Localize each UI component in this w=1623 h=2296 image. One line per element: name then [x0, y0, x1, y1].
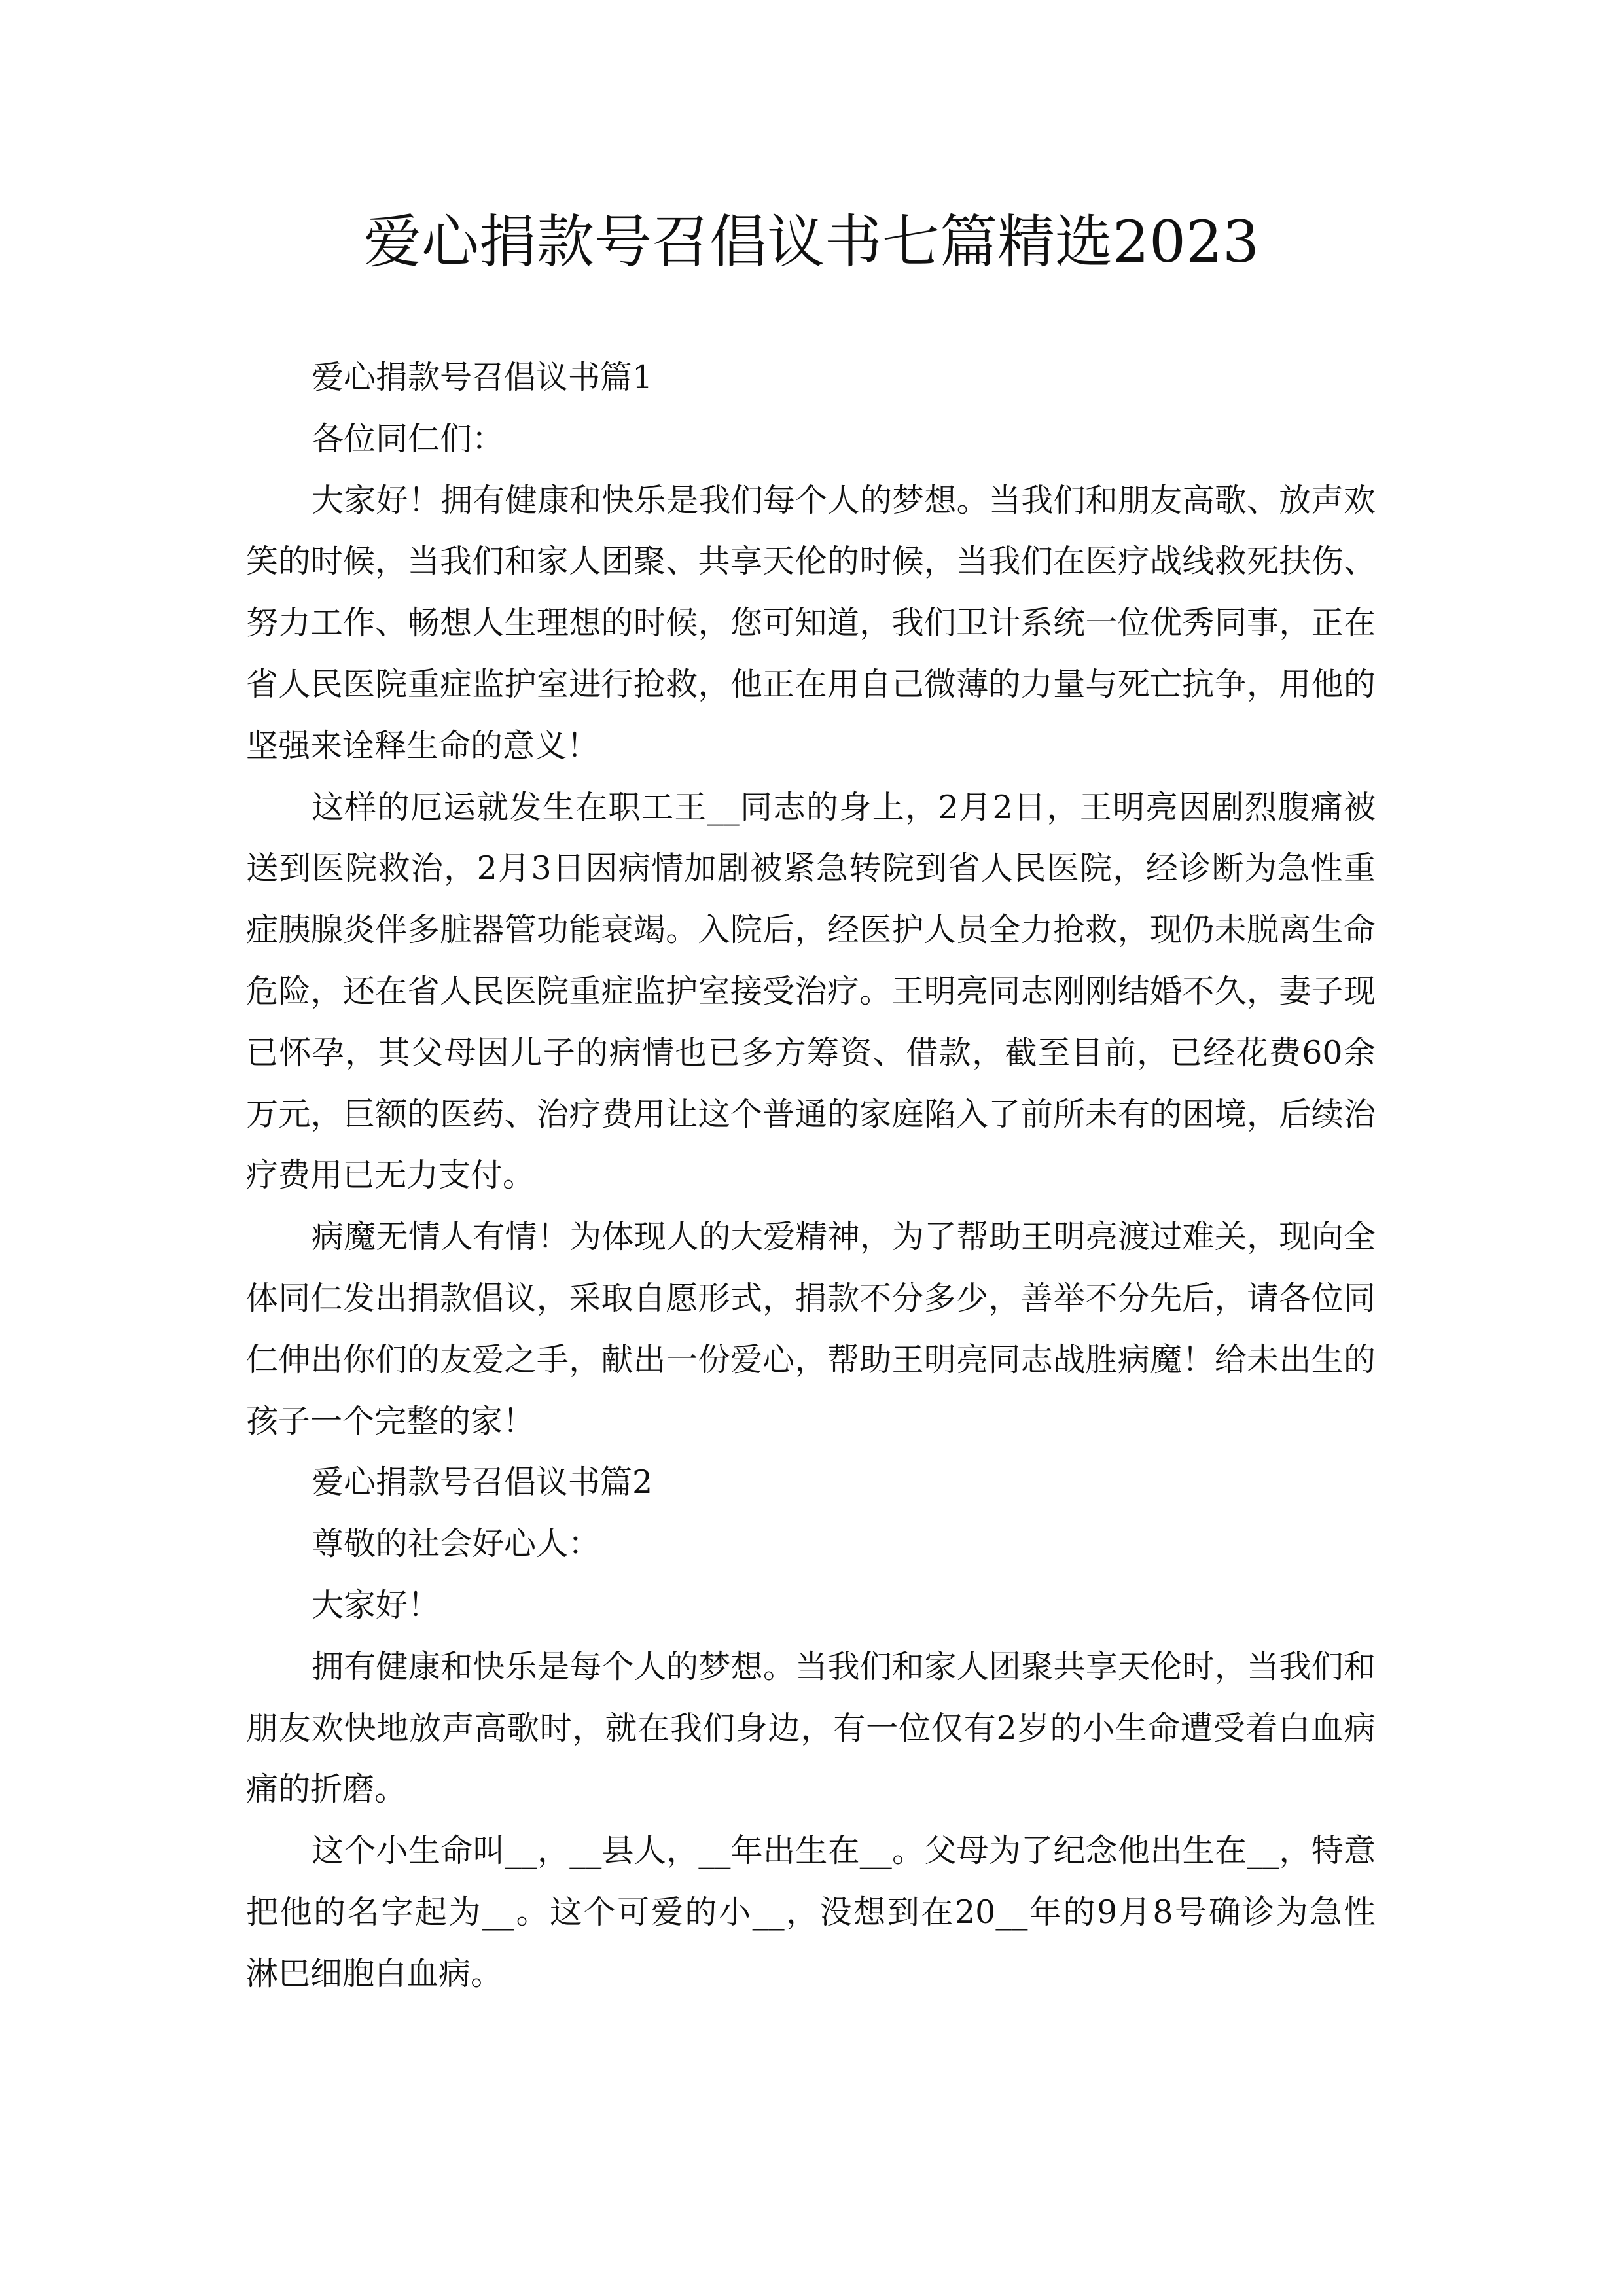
text-line: 坚强来诠释生命的意义！ — [246, 726, 599, 764]
paragraph — [246, 1575, 1376, 1636]
text-line: 大家好！ — [312, 1586, 440, 1624]
text-line: 朋友欢快地放声高歌时，就在我们身边，有一位仅有2岁的小生命遭受着白血病 — [246, 1709, 1376, 1747]
document-body — [246, 347, 1376, 2005]
text-line: 万元，巨额的医药、治疗费用让这个普通的家庭陷入了前所未有的困境，后续治 — [246, 1095, 1376, 1133]
paragraph — [246, 1513, 1376, 1575]
text-line: 已怀孕，其父母因儿子的病情也已多方筹资、借款，截至目前，已经花费60余 — [246, 1033, 1376, 1071]
paragraph — [246, 470, 1376, 777]
text-line: 体同仁发出捐款倡议，采取自愿形式，捐款不分多少，善举不分先后，请各位同 — [246, 1279, 1376, 1317]
text-line: 送到医院救治，2月3日因病情加剧被紧急转院到省人民医院，经诊断为急性重 — [246, 850, 1376, 888]
text-line: 这样的厄运就发生在职工王__同志的身上，2月2日，王明亮因剧烈腹痛被 — [312, 788, 1376, 826]
text-line: 孩子一个完整的家！ — [246, 1402, 535, 1440]
text-line: 尊敬的社会好心人： — [312, 1525, 601, 1563]
text-line: 笑的时候，当我们和家人团聚、共享天伦的时候，当我们在医疗战线救死扶伤、 — [246, 543, 1376, 581]
text-line: 各位同仁们： — [312, 420, 505, 457]
document-title: 爱心捐款号召倡议书七篇精选2023 — [364, 208, 1259, 276]
text-line: 大家好！拥有健康和快乐是我们每个人的梦想。当我们和朋友高歌、放声欢 — [312, 481, 1376, 519]
paragraph — [246, 408, 1376, 470]
text-line: 省人民医院重症监护室进行抢救，他正在用自己微薄的力量与死亡抗争，用他的 — [246, 665, 1376, 703]
text-line: 把他的名字起为__。这个可爱的小__，没想到在20__年的9月8号确诊为急性 — [246, 1893, 1376, 1931]
paragraph — [246, 1206, 1376, 1452]
text-line: 疗费用已无力支付。 — [246, 1157, 535, 1194]
text-line: 爱心捐款号召倡议书篇2 — [312, 1463, 653, 1501]
text-line: 仁伸出你们的友爱之手，献出一份爱心，帮助王明亮同志战胜病魔！给未出生的 — [246, 1340, 1376, 1378]
paragraph — [246, 1636, 1376, 1820]
section-heading — [246, 347, 1376, 408]
text-line: 这个小生命叫__，__县人，__年出生在__。父母为了纪念他出生在__，特意 — [312, 1832, 1376, 1870]
text-line: 努力工作、畅想人生理想的时候，您可知道，我们卫计系统一位优秀同事，正在 — [246, 604, 1376, 642]
text-line: 淋巴细胞白血病。 — [246, 1954, 503, 1992]
text-line: 危险，还在省人民医院重症监护室接受治疗。王明亮同志刚刚结婚不久，妻子现 — [246, 972, 1376, 1010]
paragraph — [246, 1820, 1376, 2004]
text-line: 爱心捐款号召倡议书篇1 — [312, 359, 653, 396]
text-line: 病魔无情人有情！为体现人的大爱精神，为了帮助王明亮渡过难关，现向全 — [312, 1218, 1376, 1256]
text-line: 拥有健康和快乐是每个人的梦想。当我们和家人团聚共享天伦时，当我们和 — [312, 1647, 1376, 1685]
section-heading — [246, 1452, 1376, 1513]
paragraph — [246, 777, 1376, 1207]
text-line: 痛的折磨。 — [246, 1770, 407, 1808]
text-line: 症胰腺炎伴多脏器管功能衰竭。入院后，经医护人员全力抢救，现仍未脱离生命 — [246, 911, 1376, 949]
